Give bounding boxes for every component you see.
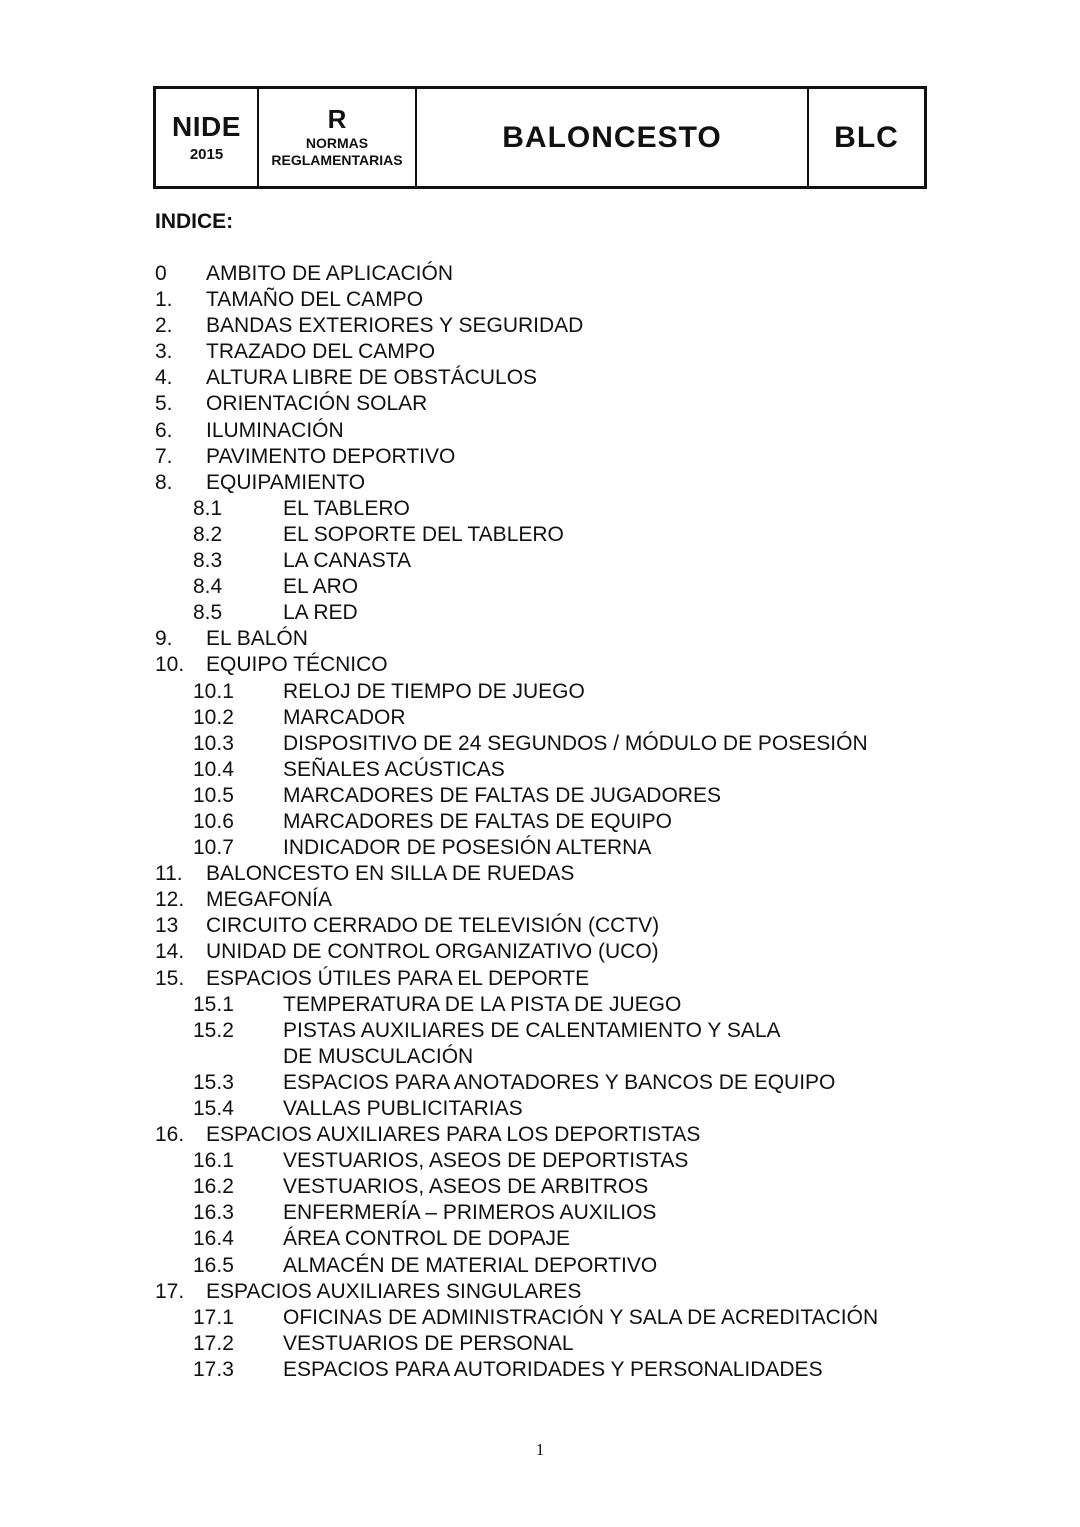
toc-entry-number: 17.2	[193, 1331, 234, 1355]
toc-entry-title: RELOJ DE TIEMPO DE JUEGO	[283, 679, 585, 703]
toc-entry-title: ESPACIOS AUXILIARES SINGULARES	[206, 1279, 582, 1303]
toc-entry-title: MARCADORES DE FALTAS DE JUGADORES	[283, 783, 721, 807]
toc-entry-title: MEGAFONÍA	[206, 888, 333, 912]
toc-entry-2	[155, 313, 915, 339]
toc-entry-title: ESPACIOS AUXILIARES PARA LOS DEPORTISTAS	[206, 1123, 701, 1147]
toc-entry-title: EL BALÓN	[206, 627, 308, 651]
toc-entry-40	[155, 1331, 915, 1357]
toc-entry-31	[155, 1096, 915, 1122]
toc-entry-title: TAMAÑO DEL CAMPO	[206, 288, 424, 312]
toc-entry-36	[155, 1226, 915, 1252]
toc-entry-number: 10.7	[193, 836, 234, 860]
regulation-type-cell	[259, 89, 417, 186]
toc-entry-title: VALLAS PUBLICITARIAS	[283, 1097, 523, 1120]
toc-entry-5	[155, 391, 915, 417]
toc-entry-number: 2.	[155, 314, 173, 338]
toc-entry-11	[155, 548, 915, 574]
toc-entry-title: MARCADORES DE FALTAS DE EQUIPO	[283, 809, 672, 833]
toc-entry-number: 16.1	[193, 1149, 234, 1173]
toc-entry-number: 10.6	[193, 809, 234, 833]
toc-entry-23	[155, 861, 915, 887]
toc-entry-number: 11.	[155, 862, 183, 886]
regulation-line-1: NORMAS	[305, 135, 369, 151]
document-code: BLC	[834, 120, 899, 154]
table-of-contents	[155, 261, 915, 1383]
toc-entry-number: 16.2	[193, 1175, 234, 1199]
toc-entry-number: 8.	[155, 470, 173, 494]
toc-entry-title: ENFERMERÍA – PRIMEROS AUXILIOS	[283, 1201, 657, 1225]
toc-entry-0	[155, 261, 915, 287]
toc-entry-41	[155, 1357, 915, 1383]
toc-entry-number: 9.	[155, 627, 173, 651]
toc-entry-30	[155, 1070, 915, 1096]
toc-entry-25	[155, 913, 915, 939]
toc-entry-number: 17.	[155, 1279, 185, 1303]
toc-entry-7	[155, 444, 915, 470]
toc-entry-number: 15.1	[193, 992, 234, 1016]
toc-entry-title: DISPOSITIVO DE 24 SEGUNDOS / MÓDULO DE POSESIÓN	[283, 731, 868, 755]
toc-entry-22	[155, 835, 915, 861]
page-number: 1	[535, 1440, 545, 1459]
toc-entry-number: 1.	[155, 288, 173, 312]
toc-entry-number: 10.4	[193, 757, 234, 781]
toc-entry-title: OFICINAS DE ADMINISTRACIÓN Y SALA DE ACREDITACIÓN	[283, 1305, 879, 1329]
toc-entry-14	[155, 626, 915, 652]
toc-entry-6	[155, 418, 915, 444]
toc-entry-title: LA CANASTA	[283, 549, 411, 573]
toc-entry-title: LA RED	[283, 601, 358, 625]
toc-entry-title: PISTAS AUXILIARES DE CALENTAMIENTO Y SALA DE MUSCULACIÓN	[283, 1018, 780, 1068]
nide-year: 2015	[189, 145, 224, 163]
toc-entry-number: 15.	[155, 966, 185, 990]
toc-entry-number: 8.3	[193, 549, 223, 573]
toc-entry-title: MARCADOR	[283, 705, 406, 729]
regulation-letter: R	[327, 104, 347, 134]
toc-entry-16	[155, 679, 915, 705]
nide-label: NIDE	[172, 110, 241, 142]
toc-entry-13	[155, 600, 915, 626]
toc-entry-title: BANDAS EXTERIORES Y SEGURIDAD	[206, 314, 584, 338]
toc-entry-title: AMBITO DE APLICACIÓN	[206, 262, 454, 285]
toc-entry-title: ESPACIOS PARA ANOTADORES Y BANCOS DE EQUIPO	[283, 1070, 836, 1094]
toc-entry-29	[155, 1018, 915, 1070]
toc-entry-title: ESPACIOS ÚTILES PARA EL DEPORTE	[206, 966, 590, 990]
toc-entry-title: EL ARO	[283, 575, 359, 599]
toc-entry-number: 8.4	[193, 575, 223, 599]
toc-entry-number: 3.	[155, 340, 173, 364]
toc-entry-37	[155, 1253, 915, 1279]
toc-entry-18	[155, 731, 915, 757]
toc-entry-8	[155, 470, 915, 496]
toc-entry-title: ÁREA CONTROL DE DOPAJE	[283, 1227, 571, 1251]
toc-entry-1	[155, 287, 915, 313]
toc-entry-title: TRAZADO DEL CAMPO	[206, 340, 436, 364]
toc-entry-17	[155, 705, 915, 731]
toc-entry-title: ALTURA LIBRE DE OBSTÁCULOS	[206, 366, 538, 390]
toc-entry-number: 7.	[155, 444, 173, 468]
title-cell	[417, 89, 809, 186]
toc-entry-number: 8.2	[193, 522, 223, 546]
toc-entry-19	[155, 757, 915, 783]
toc-entry-number: 10.3	[193, 731, 234, 755]
toc-entry-21	[155, 809, 915, 835]
toc-entry-number: 16.5	[193, 1253, 234, 1277]
toc-entry-title: VESTUARIOS, ASEOS DE ARBITROS	[283, 1175, 649, 1199]
toc-entry-title: ILUMINACIÓN	[206, 418, 344, 442]
toc-entry-15	[155, 652, 915, 678]
toc-entry-title: ORIENTACIÓN SOLAR	[206, 392, 428, 416]
toc-entry-title: VESTUARIOS DE PERSONAL	[283, 1331, 574, 1355]
document-title: BALONCESTO	[502, 120, 722, 154]
toc-entry-34	[155, 1174, 915, 1200]
toc-entry-26	[155, 939, 915, 965]
toc-entry-title: EL SOPORTE DEL TABLERO	[283, 522, 564, 546]
toc-entry-number: 16.3	[193, 1201, 234, 1225]
toc-entry-number: 16.	[155, 1123, 185, 1147]
toc-entry-number: 0	[155, 262, 167, 285]
toc-entry-number: 8.5	[193, 601, 223, 625]
toc-entry-title: ESPACIOS PARA AUTORIDADES Y PERSONALIDADES	[283, 1357, 823, 1381]
toc-entry-number: 5.	[155, 392, 173, 416]
toc-entry-3	[155, 339, 915, 365]
index-heading: INDICE:	[155, 210, 234, 233]
toc-entry-number: 17.3	[193, 1357, 234, 1381]
toc-entry-4	[155, 365, 915, 391]
toc-entry-39	[155, 1305, 915, 1331]
toc-entry-number: 12.	[155, 888, 185, 912]
toc-entry-title: SEÑALES ACÚSTICAS	[283, 757, 505, 781]
toc-entry-28	[155, 992, 915, 1018]
toc-entry-title: BALONCESTO EN SILLA DE RUEDAS	[206, 862, 575, 886]
toc-entry-number: 10.1	[193, 679, 234, 703]
toc-entry-title: INDICADOR DE POSESIÓN ALTERNA	[283, 836, 652, 860]
toc-entry-number: 14.	[155, 940, 185, 964]
code-cell	[809, 89, 924, 186]
toc-entry-number: 10.	[155, 653, 185, 677]
toc-entry-title: EQUIPAMIENTO	[206, 470, 366, 494]
toc-entry-12	[155, 574, 915, 600]
toc-entry-10	[155, 522, 915, 548]
toc-entry-9	[155, 496, 915, 522]
toc-entry-title: VESTUARIOS, ASEOS DE DEPORTISTAS	[283, 1149, 689, 1173]
document-header	[153, 86, 927, 189]
toc-entry-number: 15.3	[193, 1070, 234, 1094]
toc-entry-32	[155, 1122, 915, 1148]
toc-entry-number: 15.4	[193, 1097, 234, 1120]
toc-entry-title: ALMACÉN DE MATERIAL DEPORTIVO	[283, 1253, 658, 1277]
toc-entry-24	[155, 887, 915, 913]
toc-entry-35	[155, 1200, 915, 1226]
toc-entry-number: 10.5	[193, 783, 234, 807]
toc-entry-title: PAVIMENTO DEPORTIVO	[206, 444, 456, 468]
toc-entry-title: EL TABLERO	[283, 496, 410, 520]
toc-entry-title: TEMPERATURA DE LA PISTA DE JUEGO	[283, 992, 682, 1016]
toc-entry-33	[155, 1148, 915, 1174]
toc-entry-number: 13	[155, 914, 179, 938]
nide-cell	[156, 89, 259, 186]
toc-entry-title: UNIDAD DE CONTROL ORGANIZATIVO (UCO)	[206, 940, 659, 964]
toc-entry-number: 4.	[155, 366, 173, 390]
toc-entry-title: CIRCUITO CERRADO DE TELEVISIÓN (CCTV)	[206, 914, 660, 938]
toc-entry-number: 10.2	[193, 705, 234, 729]
regulation-line-2: REGLAMENTARIAS	[271, 152, 403, 168]
toc-entry-number: 16.4	[193, 1227, 234, 1251]
toc-entry-27	[155, 966, 915, 992]
toc-entry-38	[155, 1279, 915, 1305]
toc-entry-20	[155, 783, 915, 809]
toc-entry-title: EQUIPO TÉCNICO	[206, 653, 388, 677]
toc-entry-number: 6.	[155, 418, 173, 442]
toc-entry-number: 17.1	[193, 1305, 234, 1329]
toc-entry-number: 8.1	[193, 496, 223, 520]
toc-entry-number: 15.2	[193, 1018, 234, 1042]
